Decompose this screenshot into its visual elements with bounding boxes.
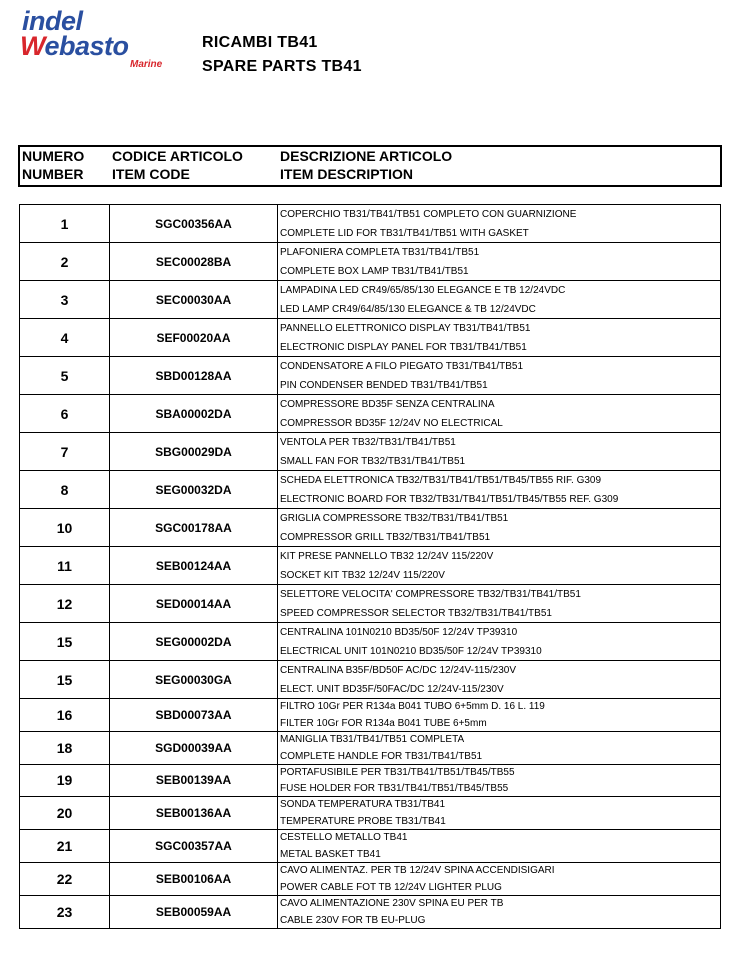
item-code: SEB00136AA [110,797,278,829]
header-code-it: CODICE ARTICOLO [112,148,243,164]
description-it: CONDENSATORE A FILO PIEGATO TB31/TB41/TB51 [280,361,524,372]
item-number: 20 [20,797,110,829]
description-en: SMALL FAN FOR TB32/TB31/TB41/TB51 [280,456,466,467]
item-description [278,830,720,862]
table-row [19,830,721,863]
description-it: COPERCHIO TB31/TB41/TB51 COMPLETO CON GUARNIZIONE [280,209,577,220]
item-number: 12 [20,585,110,622]
item-number: 15 [20,661,110,698]
item-description [278,896,720,928]
item-description [278,357,720,394]
description-en: COMPRESSOR GRILL TB32/TB31/TB41/TB51 [280,532,491,543]
table-header [18,145,722,187]
item-code: SEB00059AA [110,896,278,928]
item-number: 16 [20,699,110,731]
description-it: MANIGLIA TB31/TB41/TB51 COMPLETA [280,733,465,745]
item-description [278,863,720,895]
description-it: SCHEDA ELETTRONICA TB32/TB31/TB41/TB51/TB45/TB55 RIF. G309 [280,475,602,486]
logo-word-indel: indel [22,6,83,36]
description-it: VENTOLA PER TB32/TB31/TB41/TB51 [280,437,456,448]
item-code: SGC00357AA [110,830,278,862]
item-description [278,585,720,622]
header-number-it: NUMERO [22,148,85,164]
table-row [19,765,721,798]
item-number: 22 [20,863,110,895]
description-it: CAVO ALIMENTAZIONE 230V SPINA EU PER TB [280,897,504,909]
description-it: FILTRO 10Gr PER R134a B041 TUBO 6+5mm D. 16 L. 119 [280,701,545,712]
description-en: COMPLETE BOX LAMP TB31/TB41/TB51 [280,266,469,277]
description-it: CESTELLO METALLO TB41 [280,832,408,844]
item-number: 8 [20,471,110,508]
header-code-en: ITEM CODE [112,166,190,182]
table-row [19,585,721,623]
description-it: PORTAFUSIBILE PER TB31/TB41/TB51/TB45/TB55 [280,766,515,778]
item-description [278,699,720,731]
item-description [278,797,720,829]
item-code: SBG00029DA [110,433,278,470]
item-number: 6 [20,395,110,432]
description-it: GRIGLIA COMPRESSORE TB32/TB31/TB41/TB51 [280,513,509,524]
description-it: CENTRALINA 101N0210 BD35/50F 12/24V TP39310 [280,627,518,638]
item-code: SGD00039AA [110,732,278,764]
item-description [278,319,720,356]
parts-table [19,204,721,929]
item-number: 19 [20,765,110,797]
table-row [19,433,721,471]
description-it: SONDA TEMPERATURA TB31/TB41 [280,799,446,811]
item-code: SBD00128AA [110,357,278,394]
description-it: SELETTORE VELOCITA' COMPRESSORE TB32/TB31/TB41/TB51 [280,589,581,600]
table-row [19,661,721,699]
item-code: SEG00030GA [110,661,278,698]
item-description [278,395,720,432]
table-row [19,863,721,896]
item-code: SGC00356AA [110,205,278,242]
table-row [19,243,721,281]
item-code: SEC00028BA [110,243,278,280]
item-description [278,205,720,242]
item-description [278,509,720,546]
item-description [278,471,720,508]
table-row [19,319,721,357]
item-number: 5 [20,357,110,394]
item-code: SBA00002DA [110,395,278,432]
table-row [19,357,721,395]
description-en: SPEED COMPRESSOR SELECTOR TB32/TB31/TB41/TB51 [280,608,552,619]
brand-logo [20,6,170,70]
header-number-en: NUMBER [22,166,84,182]
description-en: PIN CONDENSER BENDED TB31/TB41/TB51 [280,380,488,391]
item-description [278,433,720,470]
table-row [19,205,721,243]
item-number: 18 [20,732,110,764]
table-row [19,395,721,433]
item-number: 21 [20,830,110,862]
item-description [278,243,720,280]
table-row [19,797,721,830]
description-en: ELECTRONIC BOARD FOR TB32/TB31/TB41/TB51/TB45/TB55 REF. G309 [280,494,619,505]
page-title-it: RICAMBI TB41 [202,34,318,51]
table-row [19,471,721,509]
description-en: METAL BASKET TB41 [280,848,381,860]
description-en: FUSE HOLDER FOR TB31/TB41/TB51/TB45/TB55 [280,783,509,795]
item-number: 23 [20,896,110,928]
item-number: 15 [20,623,110,660]
description-en: COMPLETE LID FOR TB31/TB41/TB51 WITH GASKET [280,228,529,239]
table-row [19,896,721,929]
item-code: SED00014AA [110,585,278,622]
item-number: 3 [20,281,110,318]
item-number: 11 [20,547,110,584]
description-en: COMPLETE HANDLE FOR TB31/TB41/TB51 [280,750,483,762]
item-description [278,623,720,660]
item-code: SGC00178AA [110,509,278,546]
table-row [19,732,721,765]
item-description [278,765,720,797]
item-description [278,547,720,584]
item-number: 10 [20,509,110,546]
description-it: CAVO ALIMENTAZ. PER TB 12/24V SPINA ACCENDISIGARI [280,864,555,876]
description-en: LED LAMP CR49/64/85/130 ELEGANCE & TB 12/24VDC [280,304,536,315]
logo-word-webasto: Webasto [20,31,129,61]
item-number: 7 [20,433,110,470]
description-it: KIT PRESE PANNELLO TB32 12/24V 115/220V [280,551,494,562]
description-en: POWER CABLE FOT TB 12/24V LIGHTER PLUG [280,881,502,893]
item-code: SBD00073AA [110,699,278,731]
item-number: 1 [20,205,110,242]
description-it: LAMPADINA LED CR49/65/85/130 ELEGANCE E TB 12/24VDC [280,285,566,296]
page-title-en: SPARE PARTS TB41 [202,58,362,75]
description-en: CABLE 230V FOR TB EU-PLUG [280,914,426,926]
item-code: SEC00030AA [110,281,278,318]
logo-marine: Marine [130,59,163,70]
item-description [278,732,720,764]
description-en: ELECTRONIC DISPLAY PANEL FOR TB31/TB41/TB51 [280,342,527,353]
item-code: SEB00106AA [110,863,278,895]
table-row [19,509,721,547]
description-en: ELECT. UNIT BD35F/50FAC/DC 12/24V-115/230V [280,684,504,695]
table-row [19,547,721,585]
description-it: COMPRESSORE BD35F SENZA CENTRALINA [280,399,495,410]
item-code: SEG00032DA [110,471,278,508]
description-it: PLAFONIERA COMPLETA TB31/TB41/TB51 [280,247,480,258]
description-it: PANNELLO ELETTRONICO DISPLAY TB31/TB41/TB51 [280,323,531,334]
table-row [19,699,721,732]
item-number: 2 [20,243,110,280]
item-code: SEF00020AA [110,319,278,356]
item-code: SEB00124AA [110,547,278,584]
description-en: COMPRESSOR BD35F 12/24V NO ELECTRICAL [280,418,503,429]
description-en: FILTER 10Gr FOR R134a B041 TUBE 6+5mm [280,717,487,729]
item-description [278,281,720,318]
item-description [278,661,720,698]
header-desc-en: ITEM DESCRIPTION [280,166,414,182]
description-en: TEMPERATURE PROBE TB31/TB41 [280,816,446,828]
table-row [19,281,721,319]
description-en: SOCKET KIT TB32 12/24V 115/220V [280,570,445,581]
item-code: SEB00139AA [110,765,278,797]
header-desc-it: DESCRIZIONE ARTICOLO [280,148,453,164]
item-code: SEG00002DA [110,623,278,660]
table-row [19,623,721,661]
description-en: ELECTRICAL UNIT 101N0210 BD35/50F 12/24V TP39310 [280,646,542,657]
description-it: CENTRALINA B35F/BD50F AC/DC 12/24V-115/230V [280,665,517,676]
item-number: 4 [20,319,110,356]
